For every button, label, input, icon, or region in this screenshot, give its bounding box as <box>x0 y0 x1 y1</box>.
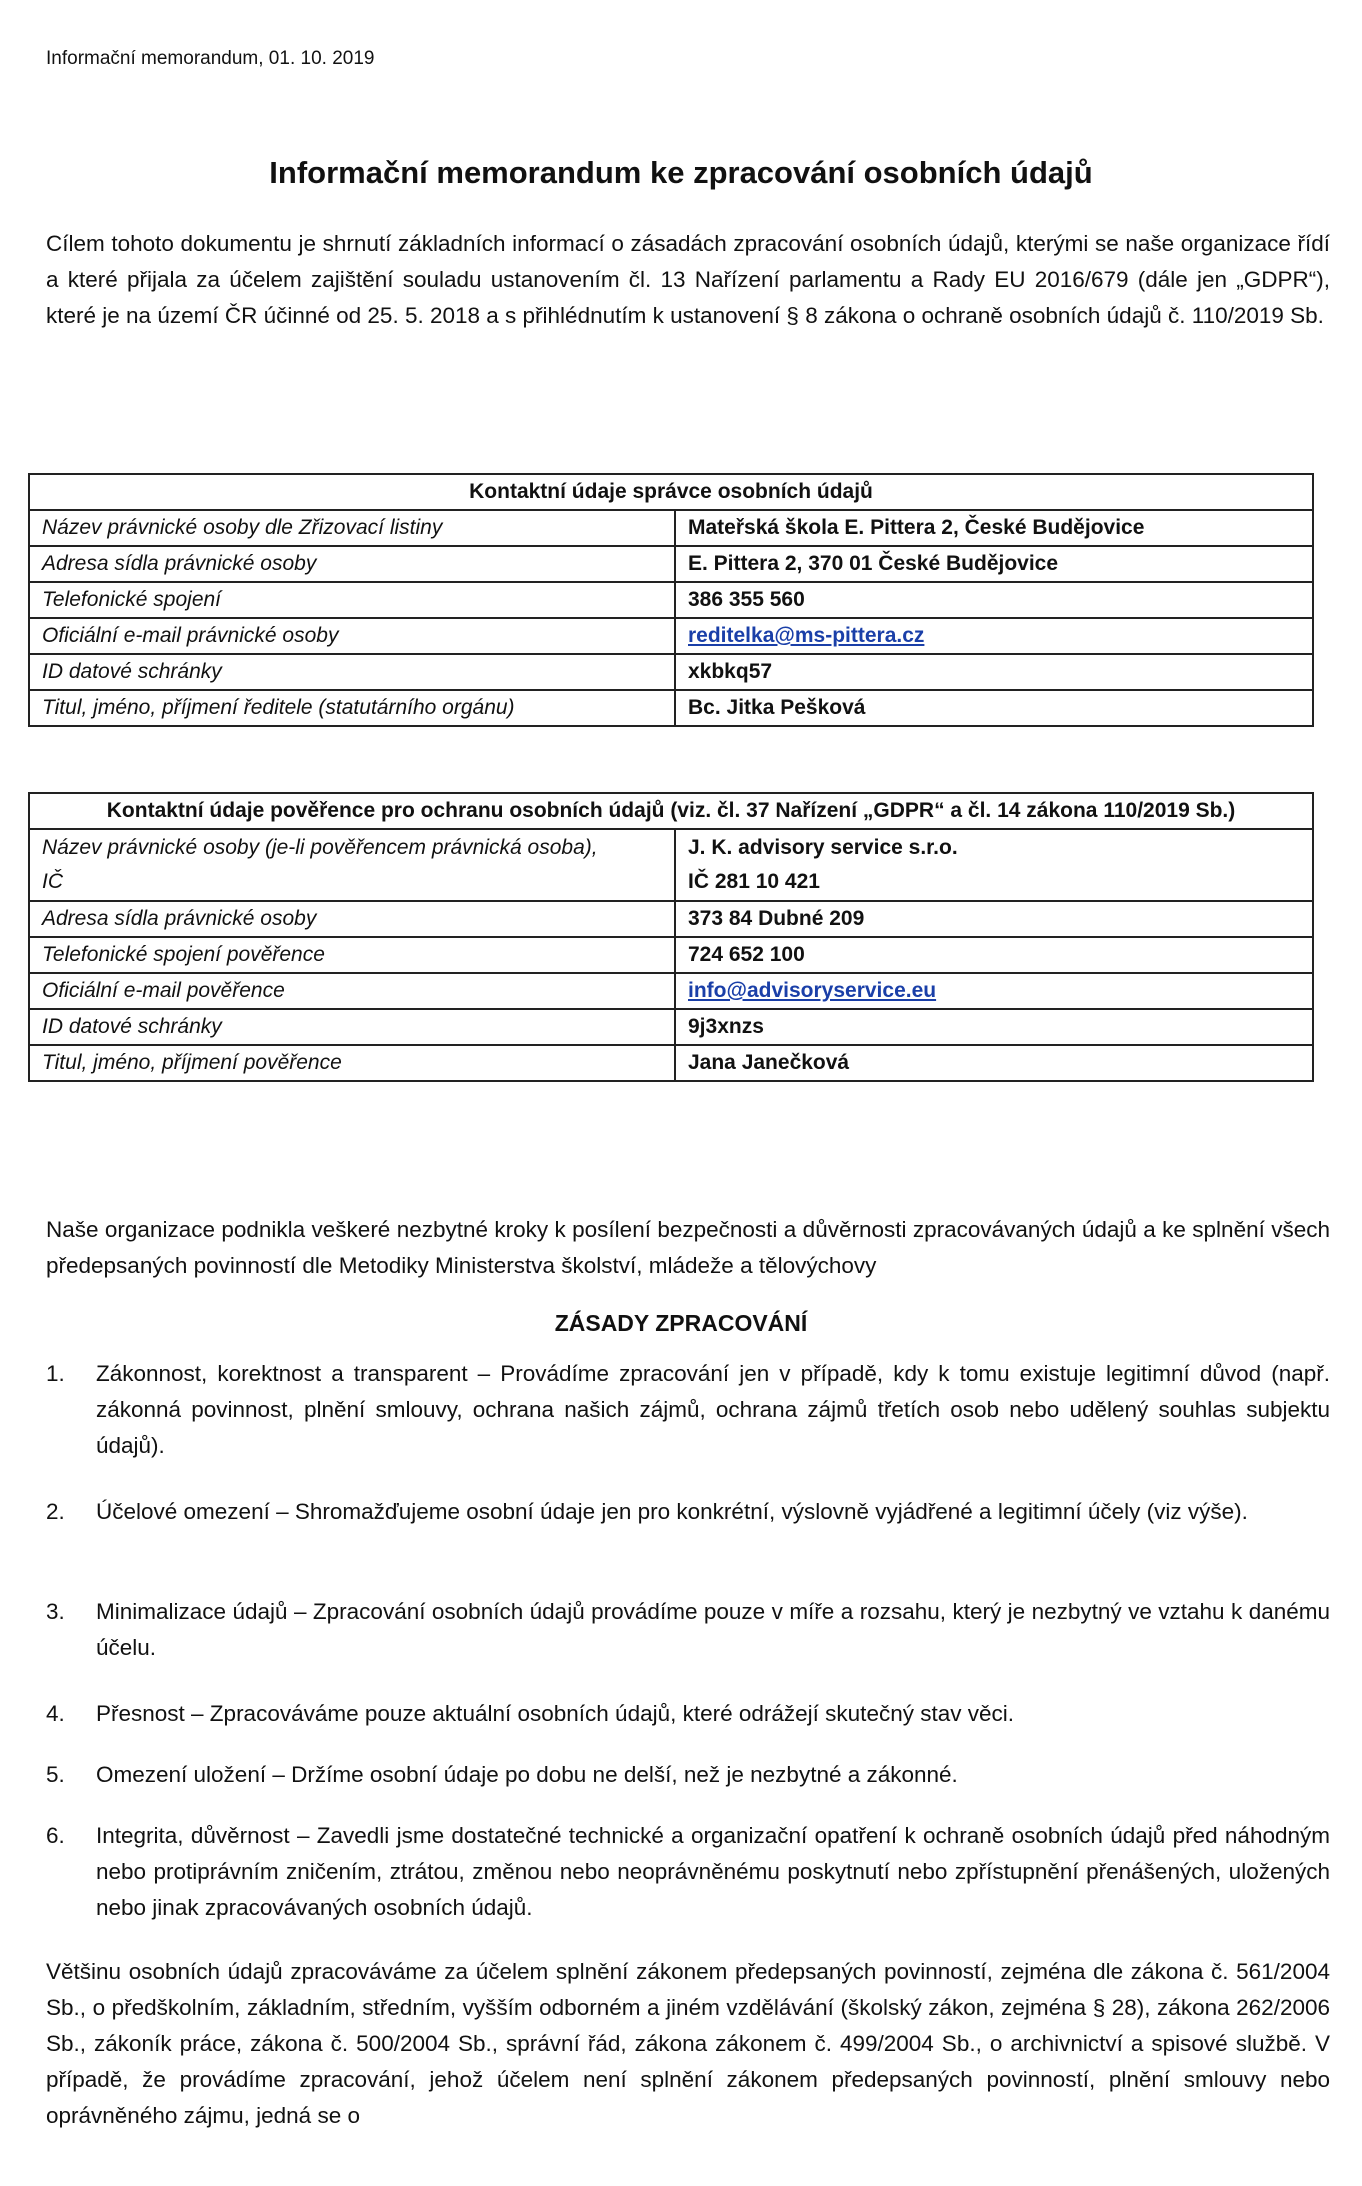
row-value: xkbkq57 <box>675 654 1313 690</box>
section-title: ZÁSADY ZPRACOVÁNÍ <box>554 1310 808 1336</box>
list-text: Zákonnost, korektnost a transparent – Provádíme zpracování jen v případě, kdy k tomu existuje legitimní důvod (např. zákonná povinnost, plnění smlouvy, ochrana našich zájmů, ochrana zájmů třetích osob nebo udělený souhlas subjektu údajů). <box>96 1361 1330 1458</box>
row-label: Telefonické spojení pověřence <box>29 937 675 973</box>
row-label: Titul, jméno, příjmení ředitele (statutárního orgánu) <box>29 690 675 726</box>
list-text: Přesnost – Zpracováváme pouze aktuální osobních údajů, které odrážejí skutečný stav věci. <box>96 1701 1014 1726</box>
row-value: 386 355 560 <box>675 582 1313 618</box>
dpo-table-heading: Kontaktní údaje pověřence pro ochranu osobních údajů (viz. čl. 37 Nařízení „GDPR“ a čl. 14 zákona 110/2019 Sb.) <box>29 793 1313 829</box>
row-value: Bc. Jitka Pešková <box>675 690 1313 726</box>
dpo-name-value: J. K. advisory service s.r.o. <box>688 836 958 859</box>
row-label: ID datové schránky <box>29 654 675 690</box>
list-number: 2. <box>46 1499 65 1524</box>
row-label: Adresa sídla právnické osoby <box>29 901 675 937</box>
dpo-ic-value: IČ 281 10 421 <box>688 870 820 893</box>
dpo-contact-table <box>28 792 1314 1082</box>
row-value: 724 652 100 <box>675 937 1313 973</box>
row-value: Jana Janečková <box>675 1045 1313 1081</box>
controller-email-link[interactable]: reditelka@ms-pittera.cz <box>688 624 925 647</box>
row-value: 9j3xnzs <box>675 1009 1313 1045</box>
row-label: Název právnické osoby dle Zřizovací listiny <box>29 510 675 546</box>
table-row <box>29 690 1313 726</box>
row-label: Oficiální e-mail pověřence <box>29 973 675 1009</box>
table-row <box>29 1009 1313 1045</box>
table-row <box>29 973 1313 1009</box>
list-text: Minimalizace údajů – Zpracování osobních údajů provádíme pouze v míře a rozsahu, který je nezbytný ve vztahu k danému účelu. <box>96 1599 1330 1660</box>
document-title: Informační memorandum ke zpracování osobních údajů <box>269 155 1093 190</box>
table-row <box>29 546 1313 582</box>
table-row <box>29 829 1313 901</box>
list-text: Integrita, důvěrnost – Zavedli jsme dostatečné technické a organizační opatření k ochraně osobních údajů před náhodným nebo protiprávním zničením, ztrátou, změnou nebo neoprávněnému poskytnutí nebo zpřístupnění přenášených, uložených nebo jinak zpracovávaných osobních údajů. <box>96 1823 1330 1920</box>
list-text: Omezení uložení – Držíme osobní údaje po dobu ne delší, než je nezbytné a zákonné. <box>96 1762 958 1787</box>
row-label: ID datové schránky <box>29 1009 675 1045</box>
list-number: 3. <box>46 1599 65 1624</box>
list-number: 1. <box>46 1361 65 1386</box>
table-row <box>29 1045 1313 1081</box>
table-row <box>29 654 1313 690</box>
row-value: Mateřská škola E. Pittera 2, České Budějovice <box>675 510 1313 546</box>
table-row <box>29 937 1313 973</box>
table-row <box>29 582 1313 618</box>
list-text: Účelové omezení – Shromažďujeme osobní údaje jen pro konkrétní, výslovně vyjádřené a legitimní účely (viz výše). <box>96 1499 1248 1524</box>
security-paragraph: Naše organizace podnikla veškeré nezbytné kroky k posílení bezpečnosti a důvěrnosti zpracovávaných údajů a ke splnění všech předepsaných povinností dle Metodiky Ministerstva školství, mládeže a tělovýchovy <box>46 1217 1330 1278</box>
table-row <box>29 901 1313 937</box>
list-number: 5. <box>46 1762 65 1787</box>
dpo-name-label: Název právnické osoby (je-li pověřencem právnická osoba), <box>42 836 598 859</box>
header-date-line: Informační memorandum, 01. 10. 2019 <box>46 48 375 69</box>
list-number: 4. <box>46 1701 65 1726</box>
row-label: Adresa sídla právnické osoby <box>29 546 675 582</box>
row-label: Oficiální e-mail právnické osoby <box>29 618 675 654</box>
row-value: 373 84 Dubné 209 <box>675 901 1313 937</box>
row-value: E. Pittera 2, 370 01 České Budějovice <box>675 546 1313 582</box>
row-label <box>29 829 675 901</box>
row-label: Titul, jméno, příjmení pověřence <box>29 1045 675 1081</box>
table-row <box>29 618 1313 654</box>
dpo-email-link[interactable]: info@advisoryservice.eu <box>688 979 937 1002</box>
row-label: Telefonické spojení <box>29 582 675 618</box>
closing-paragraph: Většinu osobních údajů zpracováváme za účelem splnění zákonem předepsaných povinností, zejména dle zákona č. 561/2004 Sb., o předškolním, základním, středním, vyšším odborném a jiném vzdělávání (školský zákon, zejména § 28), zákona 262/2006 Sb., zákoník práce, zákona č. 500/2004 Sb., správní řád, zákona zákonem č. 499/2004 Sb., o archivnictví a spisové službě. V případě, že provádíme zpracování, jehož účelem není splnění zákonem předepsaných povinností, plnění smlouvy nebo oprávněného zájmu, jedná se o <box>46 1959 1330 2128</box>
row-value <box>675 829 1313 901</box>
controller-table-heading: Kontaktní údaje správce osobních údajů <box>29 474 1313 510</box>
list-number: 6. <box>46 1823 65 1848</box>
intro-paragraph: Cílem tohoto dokumentu je shrnutí základních informací o zásadách zpracování osobních údajů, kterými se naše organizace řídí a které přijala za účelem zajištění souladu ustanovením čl. 13 Nařízení parlamentu a Rady EU 2016/679 (dále jen „GDPR“), které je na území ČR účinné od 25. 5. 2018 a s přihlédnutím k ustanovení § 8 zákona o ochraně osobních údajů č. 110/2019 Sb. <box>46 231 1330 328</box>
controller-contact-table <box>28 473 1314 727</box>
table-row <box>29 510 1313 546</box>
dpo-ic-label: IČ <box>42 870 63 893</box>
